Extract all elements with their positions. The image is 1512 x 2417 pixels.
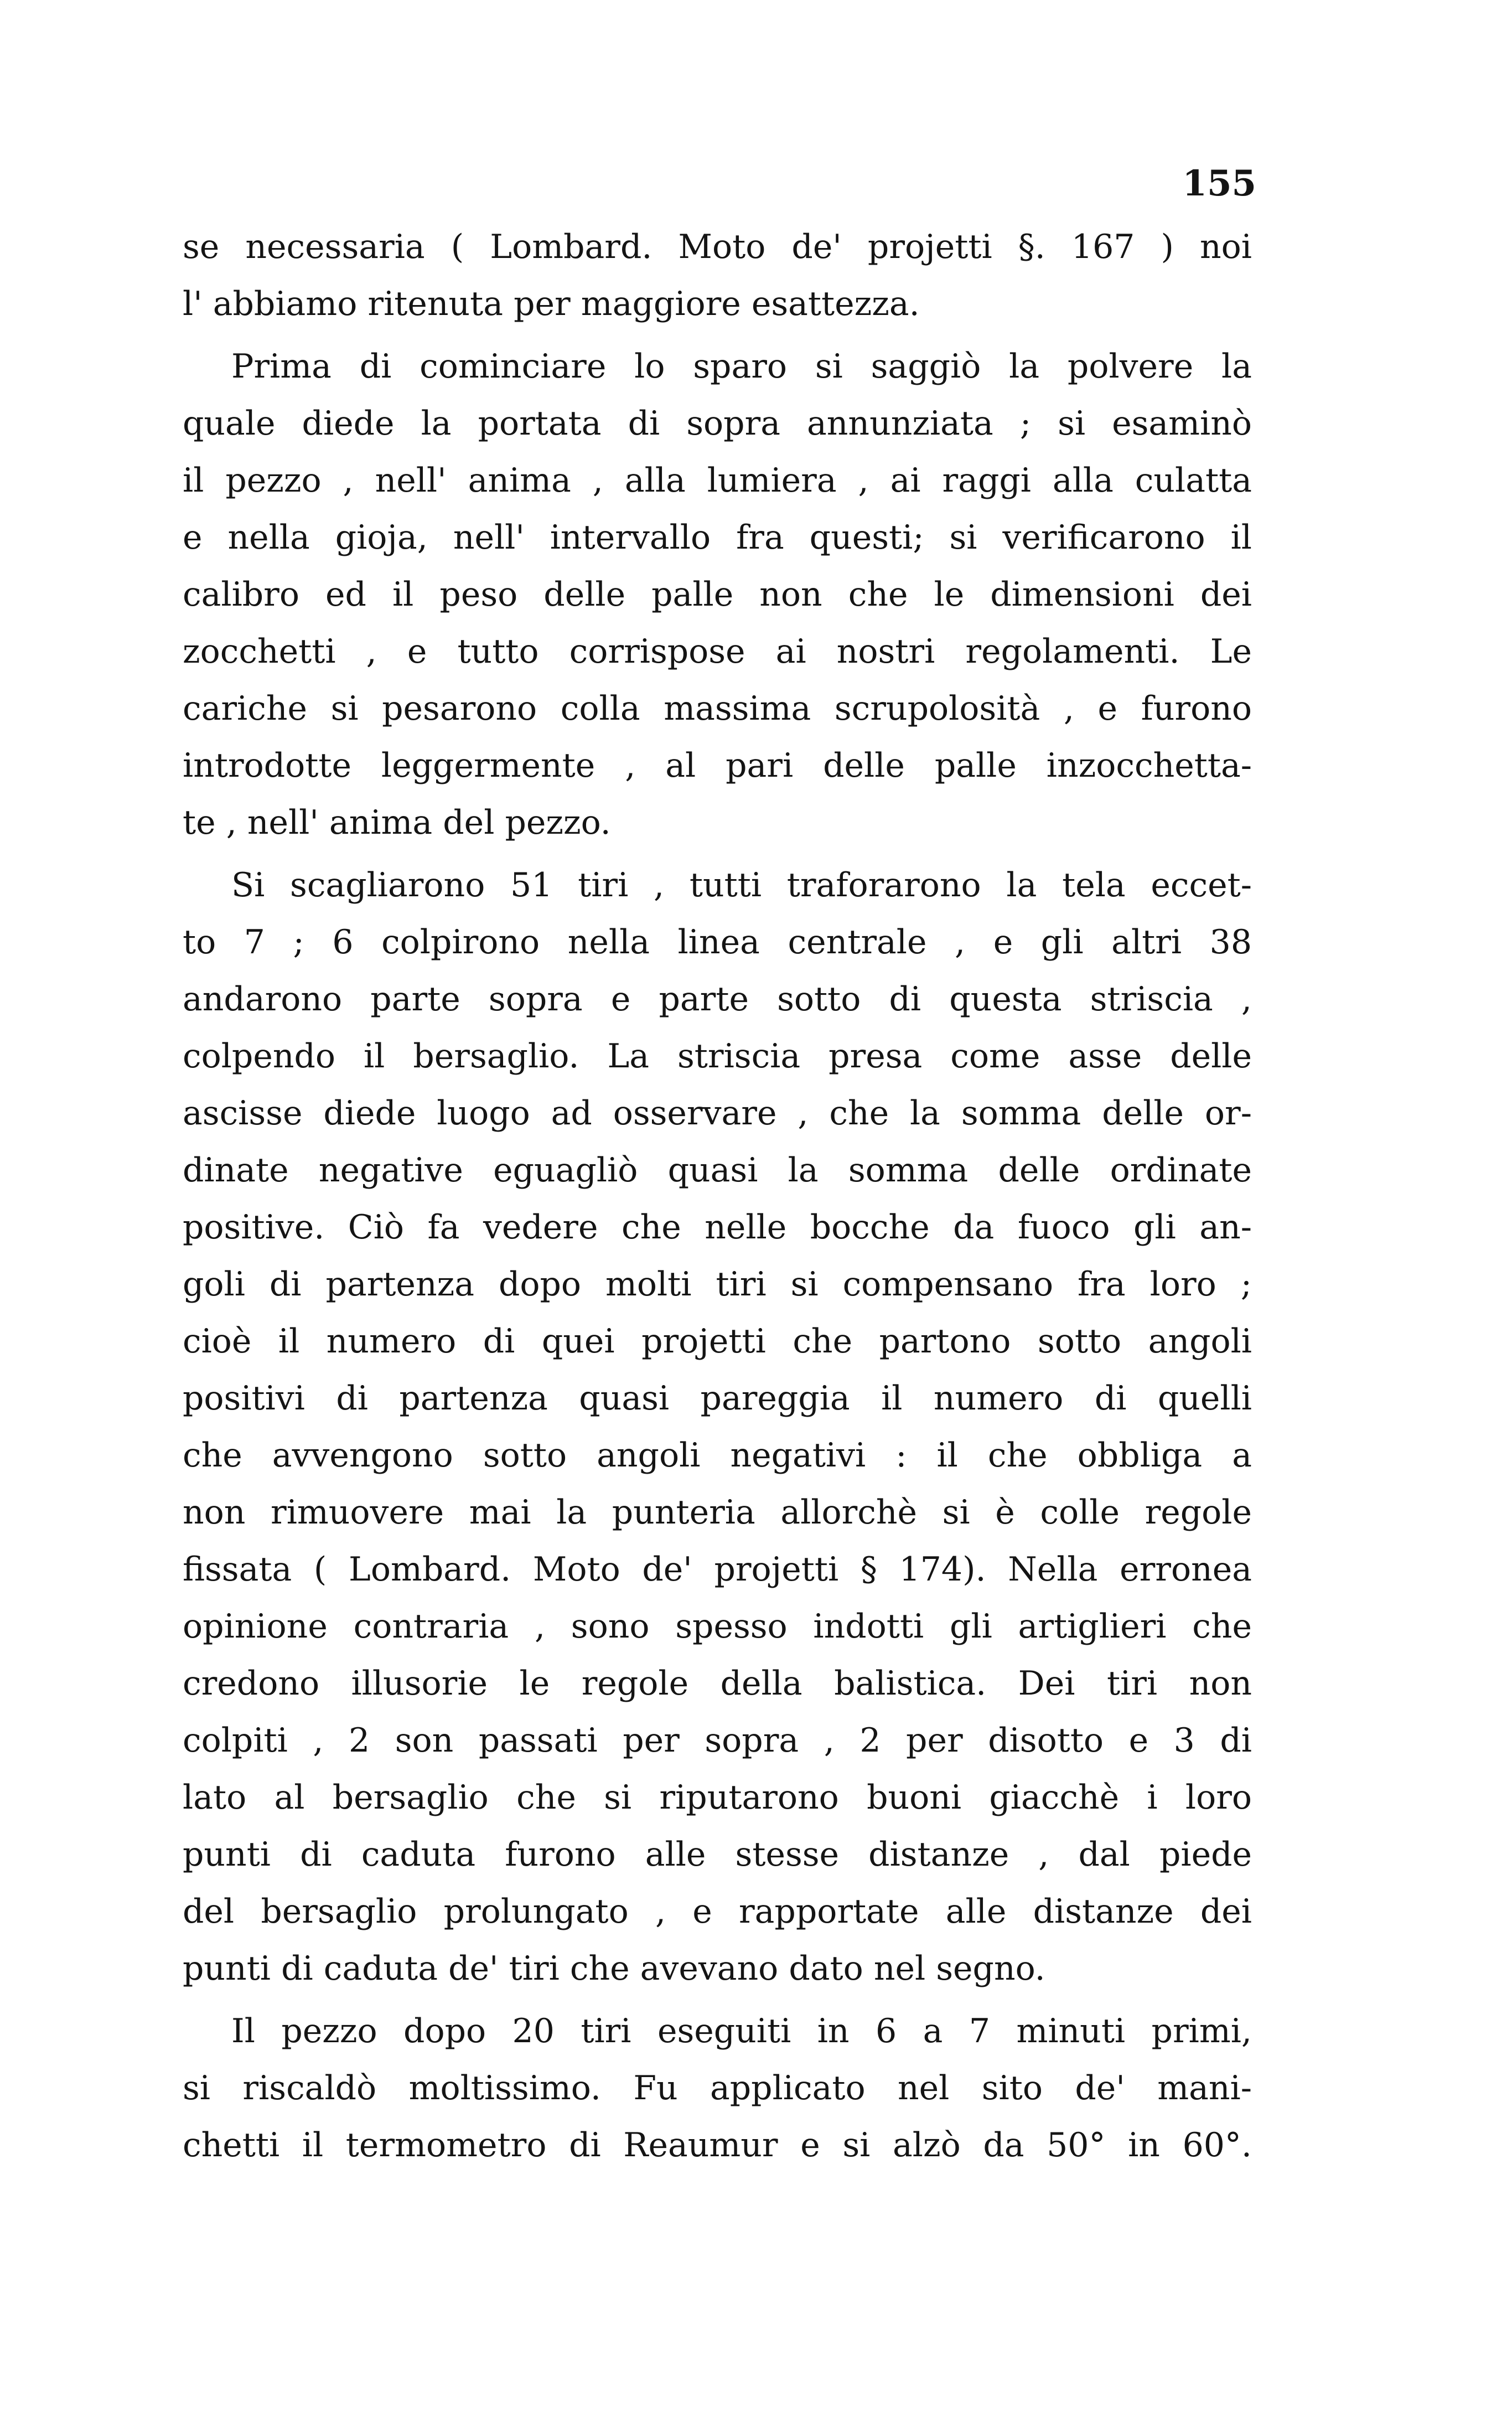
text-line: goli di partenza dopo molti tiri si compensano fra loro ; <box>183 1265 1252 1304</box>
text-line: si riscaldò moltissimo. Fu applicato nel sito de' mani- <box>183 2069 1252 2108</box>
text-line: Si scagliarono 51 tiri , tutti traforarono la tela eccet- <box>231 866 1252 905</box>
text-line: to 7 ; 6 colpirono nella linea centrale , e gli altri 38 <box>183 923 1252 962</box>
text-line: fissata ( Lombard. Moto de' projetti § 174). Nella erronea <box>183 1550 1252 1589</box>
paragraph <box>183 338 1252 851</box>
text-line: opinione contraria , sono spesso indotti gli artiglieri che <box>183 1607 1252 1646</box>
text-line: che avvengono sotto angoli negativi : il che obbliga a <box>183 1436 1252 1475</box>
text-line: l' abbiamo ritenuta per maggiore esattezza. <box>183 285 920 323</box>
body-text <box>183 219 1252 2174</box>
text-line: quale diede la portata di sopra annunziata ; si esaminò <box>183 404 1252 443</box>
text-line: chetti il termometro di Reaumur e si alzò da 50° in 60°. <box>183 2126 1252 2165</box>
text-line: dinate negative eguagliò quasi la somma delle ordinate <box>183 1151 1252 1190</box>
text-line: se necessaria ( Lombard. Moto de' projetti §. 167 ) noi <box>183 228 1252 266</box>
paragraph <box>183 857 1252 1997</box>
text-line: e nella gioja, nell' intervallo fra questi; si verificarono il <box>183 518 1252 557</box>
text-line: punti di caduta furono alle stesse distanze , dal piede <box>183 1835 1252 1874</box>
text-line: credono illusorie le regole della balistica. Dei tiri non <box>183 1664 1252 1703</box>
text-line: il pezzo , nell' anima , alla lumiera , ai raggi alla culatta <box>183 461 1252 500</box>
text-line: cariche si pesarono colla massima scrupolosità , e furono <box>183 689 1252 728</box>
text-line: ascisse diede luogo ad osservare , che la somma delle or- <box>183 1094 1252 1133</box>
text-line: colpiti , 2 son passati per sopra , 2 per disotto e 3 di <box>183 1721 1252 1760</box>
text-line: andarono parte sopra e parte sotto di questa striscia , <box>183 980 1252 1019</box>
text-line: te , nell' anima del pezzo. <box>183 803 611 842</box>
text-line: calibro ed il peso delle palle non che le dimensioni dei <box>183 575 1252 614</box>
paragraph <box>183 2003 1252 2174</box>
text-line: Il pezzo dopo 20 tiri eseguiti in 6 a 7 minuti primi, <box>231 2012 1252 2051</box>
text-line: positivi di partenza quasi pareggia il numero di quelli <box>183 1379 1252 1418</box>
text-line: positive. Ciò fa vedere che nelle bocche da fuoco gli an- <box>183 1208 1252 1247</box>
page-number: 155 <box>1182 163 1256 204</box>
text-line: lato al bersaglio che si riputarono buoni giacchè i loro <box>183 1778 1252 1817</box>
text-line: non rimuovere mai la punteria allorchè si è colle regole <box>183 1493 1252 1532</box>
text-line: Prima di cominciare lo sparo si saggiò la polvere la <box>231 347 1252 386</box>
text-line: introdotte leggermente , al pari delle palle inzocchetta- <box>183 746 1252 785</box>
text-line: zocchetti , e tutto corrispose ai nostri regolamenti. Le <box>183 632 1252 671</box>
paragraph <box>183 219 1252 333</box>
text-line: colpendo il bersaglio. La striscia presa come asse delle <box>183 1037 1252 1076</box>
text-line: punti di caduta de' tiri che avevano dato nel segno. <box>183 1949 1045 1988</box>
text-line: cioè il numero di quei projetti che partono sotto angoli <box>183 1322 1252 1361</box>
text-line: del bersaglio prolungato , e rapportate alle distanze dei <box>183 1892 1252 1931</box>
